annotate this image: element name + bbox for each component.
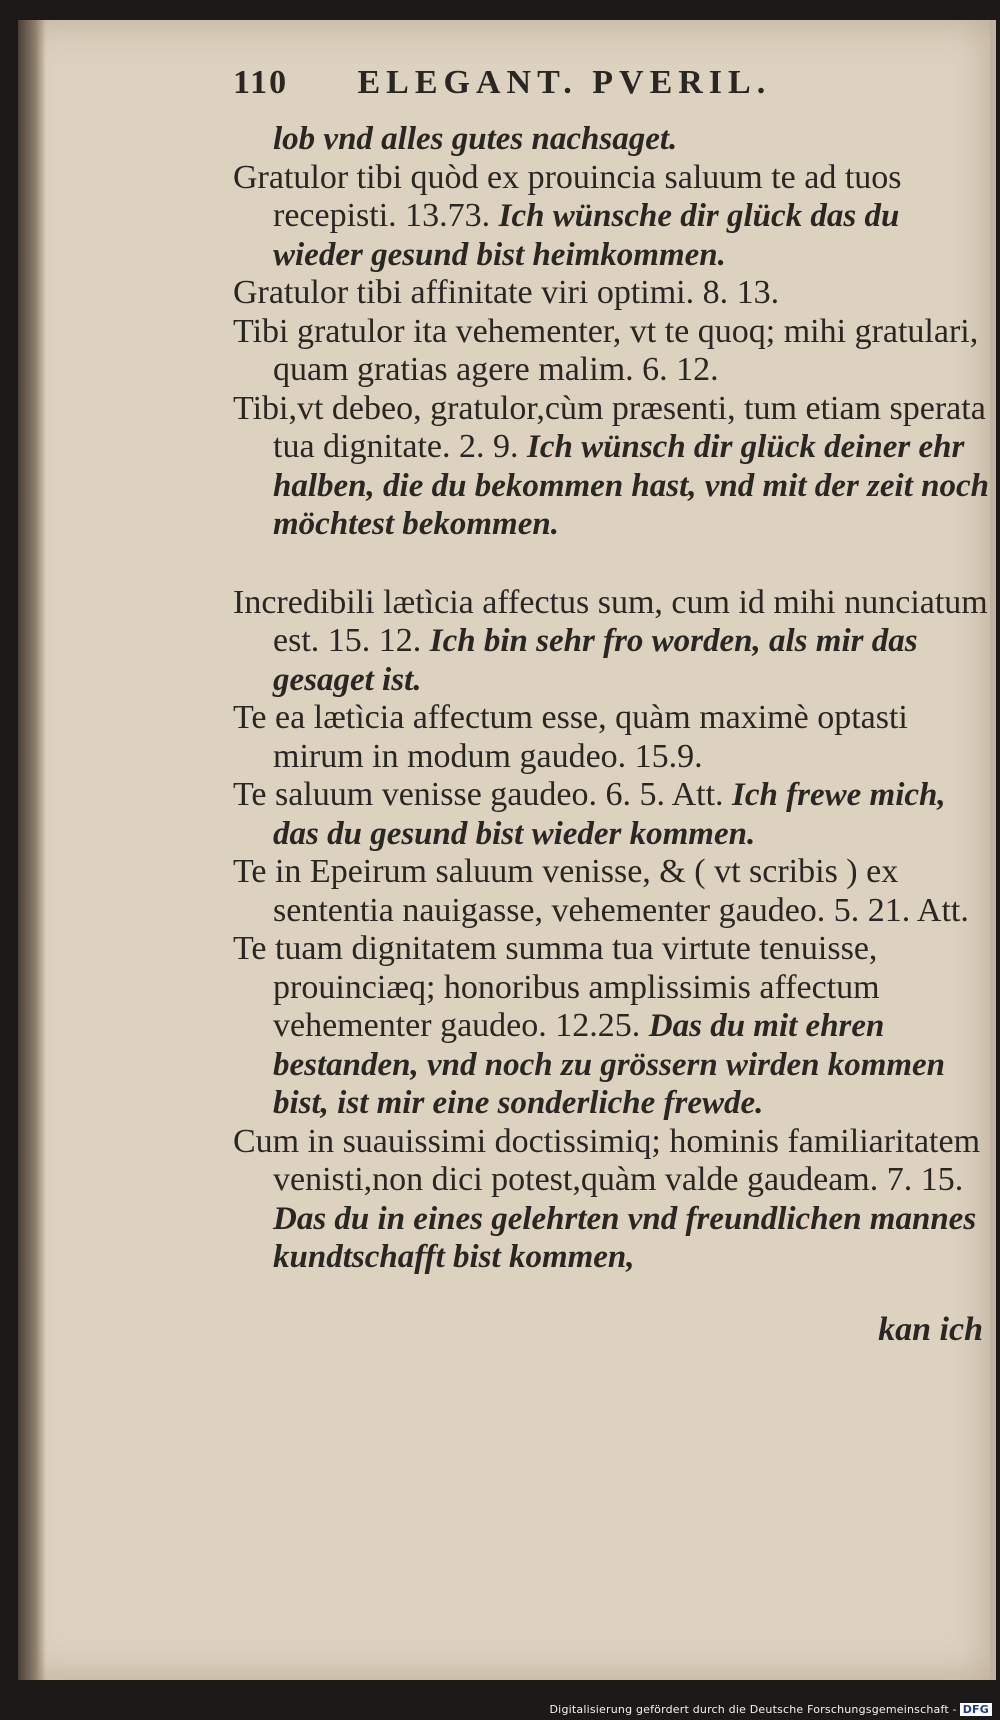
credit-text: Digitalisierung gefördert durch die Deutsche Forschungsgemeinschaft -	[549, 1703, 957, 1716]
latin-phrase: Gratulor tibi affinitate viri optimi. 8. 13.	[233, 274, 780, 311]
latin-phrase: Tibi gratulor ita vehementer, vt te quoq; mihi gratulari, quam gratias agere malim. 6. 12.	[233, 312, 979, 388]
dfg-logo-icon: DFG	[960, 1703, 992, 1716]
entry-te-tuam-dignitatem	[233, 930, 993, 1123]
entry-te-saluum-venisse	[233, 776, 993, 853]
page-number: 110	[233, 64, 289, 101]
entry-cum-in-suauissimi	[233, 1123, 993, 1277]
page-body	[233, 120, 993, 1383]
german-translation: Ich wünsch dir glück deiner ehr halben, die du bekommen hast, vnd mit der zeit noch möchtest bekommen.	[273, 429, 989, 542]
german-translation: Das du in eines gelehrten vnd freundlichen mannes kundtschafft bist kommen,	[273, 1200, 977, 1275]
latin-phrase: Te tuam dignitatem summa tua virtute tenuisse, prouinciæq; honoribus amplissimis affectum vehementer gaudeo. 12.25.	[233, 930, 880, 1044]
latin-phrase: Incredibili lætìcia affectus sum, cum id mihi nunciatum est. 15. 12.	[233, 583, 988, 659]
book-page	[18, 20, 996, 1680]
latin-phrase: Te ea lætìcia affectum esse, quàm maximè optasti mirum in modum gaudeo. 15.9.	[233, 699, 908, 775]
running-header	[233, 64, 933, 102]
latin-phrase: Tibi,vt debeo, gratulor,cùm præsenti, tum etiam sperata tua dignitate. 2. 9.	[233, 389, 986, 465]
latin-phrase: Te in Epeirum saluum venisse, & ( vt scribis ) ex sententia nauigasse, vehementer gaudeo. 5. 21. Att.	[233, 853, 969, 929]
book-spine-shadow	[18, 20, 46, 1680]
latin-phrase: Te saluum venisse gaudeo. 6. 5. Att.	[233, 776, 724, 813]
entry-tibi-vt-debeo	[233, 390, 993, 544]
catchword: kan ich	[878, 1310, 983, 1348]
section-gap	[233, 544, 993, 584]
german-translation: Ich wünsche dir glück das du wieder gesund bist heimkommen.	[273, 198, 900, 273]
entry-continuation	[233, 120, 993, 159]
german-translation: lob vnd alles gutes nachsaget.	[273, 121, 678, 157]
entry-te-in-epeirum	[233, 853, 993, 930]
entry-te-ea-laeticia	[233, 699, 993, 776]
entry-incredibili-laeticia	[233, 584, 993, 700]
entry-gratulor-prouincia	[233, 159, 993, 275]
entry-tibi-gratulor-ita	[233, 313, 993, 390]
entry-gratulor-affinitate	[233, 274, 993, 313]
running-title: ELEGANT. PVERIL.	[357, 64, 772, 101]
german-translation: Ich bin sehr fro worden, als mir das gesaget ist.	[273, 623, 918, 698]
digitization-credit	[550, 1703, 992, 1716]
german-translation: Das du mit ehren bestanden, vnd noch zu grössern wirden kommen bist, ist mir eine sonderliche frewde.	[273, 1008, 946, 1121]
latin-phrase: Cum in suauissimi doctissimiq; hominis familiaritatem venisti,non dici potest,quàm valde gaudeam. 7. 15.	[233, 1122, 981, 1198]
german-translation: Ich frewe mich, das du gesund bist wieder kommen.	[273, 777, 946, 852]
latin-phrase: Gratulor tibi quòd ex prouincia saluum te ad tuos recepisti. 13.73.	[233, 158, 902, 234]
